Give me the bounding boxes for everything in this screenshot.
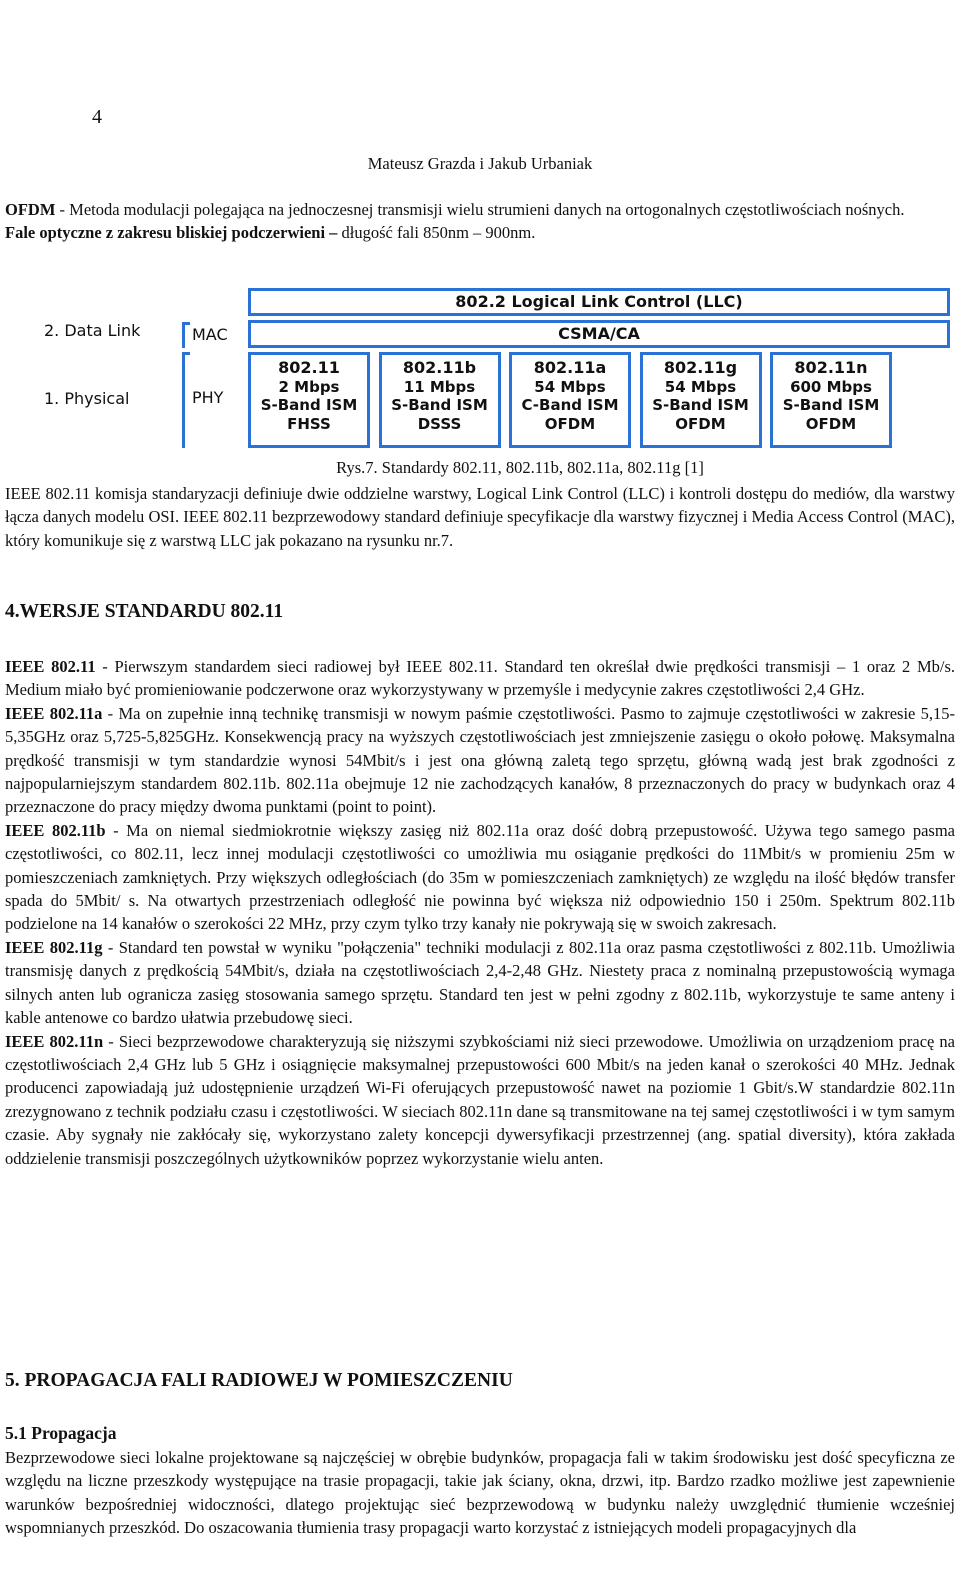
mac-label: MAC: [192, 325, 228, 344]
running-header: Mateusz Grazda i Jakub Urbaniak: [367, 154, 593, 173]
layer1-label: 1. Physical: [44, 389, 130, 408]
phy-standard-box: [248, 352, 370, 448]
phy-bracket-top: [182, 352, 190, 355]
phy-standard-band: S-Band ISM: [782, 396, 880, 414]
entry-text: - Pierwszym standardem sieci radiowej był IEEE 802.11. Standard ten określał dwie prędkości transmisji – 1 oraz 2 Mb/s. Medium miało być promieniowanie podczerwone oraz wykorzystywany w przemyśle i medycynie zakres częstotliwości 2,4 GHz.: [5, 657, 955, 700]
phy-standard-rate: 2 Mbps: [278, 377, 340, 396]
entry-term: IEEE 802.11g: [5, 937, 103, 957]
entry-802-11a: [5, 702, 955, 819]
phy-standard-band: S-Band ISM: [260, 396, 358, 414]
entry-text: - Ma on zupełnie inną technikę transmisji w nowym paśmie częstotliwości. Pasmo to zajmuje częstotliwości w zakresie 5,15-5,35GHz oraz 5,725-5,825GHz. Konsekwencją pracy na wyższych częstotliwościach jest zmniejszenie zasięgu o około połowę. Maksymalna prędkość transmisji w tym standardzie wynosi 54Mbit/s i jest ona główną zaletą tego sprzętu, główną wadą jest brak zgodności z najpopularniejszym standardem 802.11b. 802.11a obejmuje 12 nie zachodzących kanałów, 8 przeznaczonych do pracy w budynkach oraz 4 przeznaczone do pracy między dwoma punktami (point to point).: [5, 703, 956, 817]
entry-text: - Standard ten powstał w wyniku "połączenia" techniki modulacji z 802.11a oraz pasma częstotliwości z 802.11b. Umożliwia transmisję danych z prędkością 54Mbit/s, działa na częstotliwościach 2,4-2,48 GHz. Niestety praca z nominalną przepustowością wymaga silnych anten lub ogranicza zasięg stosowania samego sprzętu. Standard ten jest w pełni zgodny z 802.11b, wykorzystuje te same anteny i kable antenowe co bardzo ułatwia przebudowę sieci.: [5, 937, 955, 1028]
page-number: 4: [92, 106, 102, 128]
ofdm-definition: [5, 198, 955, 221]
phy-standard-name: 802.11: [278, 358, 340, 377]
phy-standard-modulation: FHSS: [287, 414, 331, 433]
phy-standard-box: [770, 352, 892, 448]
figure-caption: Rys.7. Standardy 802.11, 802.11b, 802.11a, 802.11g [1]: [336, 458, 704, 477]
entry-text: - Ma on niemal siedmiokrotnie większy zasięg niż 802.11a oraz dość dobrą przepustowość. Używa tego samego pasma częstotliwości, co 802.11, lecz innej modulacji częstotliwości co umożliwia mu osiąganie prędkości do 11Mbit/s w promieniu 25m w pomieszczeniach zamkniętych. Przy większych odległościach (do 35m w pomieszczeniach zamkniętych) ze względu na ilość błędów transfer spada do 5Mbit/ s. Na otwartych przestrzeniach odległość nie powinna być większa niż odpowiednio 150 i 250m. Spektrum 802.11b podzielone na 14 kanałów o szerokości 22 MHz, przy czym tylko trzy kanały nie pokrywają się w swoich zakresach.: [5, 820, 955, 934]
entry-term: IEEE 802.11b: [5, 820, 106, 840]
phy-standard-band: S-Band ISM: [391, 396, 488, 414]
intro-paragraph: IEEE 802.11 komisja standaryzacji definiuje dwie oddzielne warstwy, Logical Link Control (LLC) i kontroli dostępu do mediów, dla warstwy łącza danych modelu OSI. IEEE 802.11 bezprzewodowy standard definiuje specyfikacje dla warstwy fizycznej i Media Access Control (MAC), który komunikuje się z warstwą LLC jak pokazano na rysunku nr.7.: [5, 484, 955, 550]
llc-label: 802.2 Logical Link Control (LLC): [455, 292, 743, 311]
entry-term: IEEE 802.11: [5, 657, 96, 676]
phy-standard-rate: 54 Mbps: [534, 377, 606, 396]
entry-text: - Sieci bezprzewodowe charakteryzują się niższymi szybkościami niż sieci przewodowe. Umożliwia on urządzeniom pracę na częstotliwościach 2,4 GHz lub 5 GHz i osiągnięcie maksymalnej przepustowości 600 Mbit/s na jeden kanał o szerokości 40 MHz. Jednak producenci zapowiadają już udostępnienie urządzeń Wi-Fi oferujących przepustowość nawet na poziomie 1 Gbit/s.W standardzie 802.11n zrezygnowano z technik podziału czasu i częstotliwości. W sieciach 802.11n dane są transmitowane na tej samej częstotliwości i w tym samym czasie. Aby sygnały nie zakłócały się, wykorzystano zalety koncepcji dywersyfikacji przestrzennej (ang. spatial diversity), która zakłada oddzielenie transmisji poszczególnych użytkowników poprzez wykorzystanie wielu anten.: [5, 1031, 955, 1168]
phy-standard-band: S-Band ISM: [652, 396, 749, 414]
phy-bracket: [182, 352, 185, 448]
phy-label: PHY: [192, 388, 224, 407]
phy-standard-rate: 11 Mbps: [403, 377, 476, 396]
phy-standard-rate: 600 Mbps: [790, 377, 872, 396]
phy-standard-modulation: OFDM: [805, 414, 857, 433]
fale-term: Fale optyczne z zakresu bliskiej podczerwieni –: [5, 223, 338, 243]
csma-box: [248, 320, 950, 348]
phy-standard-modulation: DSSS: [417, 414, 462, 433]
ofdm-text: - Metoda modulacji polegająca na jednoczesnej transmisji wielu strumieni danych na ortogonalnych częstotliwościach nośnych.: [55, 200, 905, 219]
entry-802-11g: [5, 936, 955, 1030]
fale-definition: [5, 221, 955, 244]
section4-entries: [5, 655, 955, 1170]
fale-text: długość fali 850nm – 900nm.: [337, 223, 536, 243]
intro-definitions: [5, 198, 955, 245]
osi-layer-diagram: [40, 288, 952, 452]
entry-802-11b: [5, 819, 955, 936]
section4-heading: 4.WERSJE STANDARDU 802.11: [5, 601, 284, 622]
phy-standard-name: 802.11a: [533, 358, 607, 377]
mac-bracket: [182, 322, 185, 348]
section5-paragraph: Bezprzewodowe sieci lokalne projektowane są najczęściej w obrębie budynków, propagacja fali w takim środowisku jest dość specyficzna ze względu na liczne przeszkody występujące na trasie propagacji, takie jak ściany, okna, drzwi, itp. Bardzo rzadko możliwe jest zapewnienie warunków bezpośredniej widoczności, dlatego projektując sieć bezprzewodową w budynku należy uwzględnić tłumienie wcześniej wspomnianych przeszkód. Do oszacowania tłumienia trasy propagacji warto korzystać z istniejących modeli propagacyjnych dla: [5, 1448, 955, 1538]
csma-label: CSMA/CA: [558, 324, 640, 343]
phy-standard-name: 802.11b: [402, 358, 477, 377]
phy-standard-name: 802.11g: [663, 358, 738, 377]
ofdm-term: OFDM: [5, 200, 56, 219]
phy-standard-box: [509, 352, 631, 448]
llc-box: [248, 288, 950, 316]
entry-term: IEEE 802.11n: [5, 1031, 104, 1051]
entry-802-11: [5, 655, 955, 702]
phy-standard-band: C-Band ISM: [521, 396, 619, 414]
phy-standard-modulation: OFDM: [544, 414, 596, 433]
phy-standard-box: [640, 352, 762, 448]
phy-standard-name: 802.11n: [794, 358, 868, 377]
entry-term: IEEE 802.11a: [5, 703, 103, 723]
section5-1-heading: 5.1 Propagacja: [5, 1423, 117, 1443]
phy-standard-rate: 54 Mbps: [664, 377, 737, 396]
entry-802-11n: [5, 1030, 955, 1170]
mac-bracket-top: [182, 322, 190, 325]
section5-heading: 5. PROPAGACJA FALI RADIOWEJ W POMIESZCZENIU: [5, 1370, 513, 1391]
phy-standard-modulation: OFDM: [675, 414, 726, 433]
phy-standard-box: [379, 352, 501, 448]
layer2-label: 2. Data Link: [44, 321, 141, 340]
